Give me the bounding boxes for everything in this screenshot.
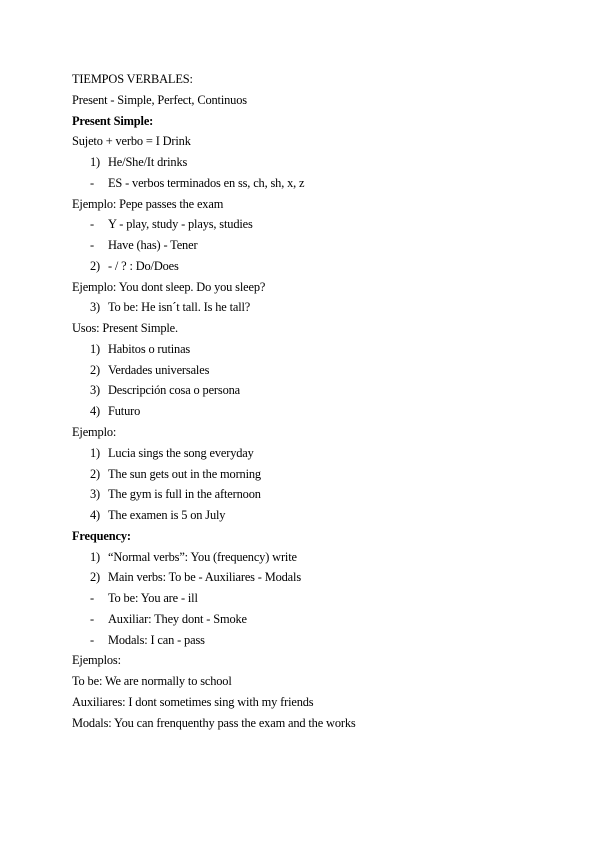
list-item-text: Verdades universales	[108, 362, 210, 377]
list-item-text: Y - play, study - plays, studies	[108, 217, 253, 232]
text-line: Auxiliares: I dont sometimes sing with my friends	[72, 694, 314, 709]
text-line: Present - Simple, Perfect, Continuos	[72, 92, 247, 107]
text-line: Ejemplo: You dont sleep. Do you sleep?	[72, 279, 266, 294]
list-item	[72, 567, 356, 588]
list-item	[72, 401, 356, 422]
list-item-text: Auxiliar: They dont - Smoke	[108, 611, 247, 626]
list-item	[72, 173, 356, 194]
list-item	[72, 547, 356, 568]
list-marker: 2)	[90, 362, 101, 377]
text-line: To be: We are normally to school	[72, 674, 232, 689]
text-line: Modals: You can frenquenthy pass the exam and the works	[72, 715, 356, 730]
section-heading: Present Simple:	[72, 113, 154, 128]
list-item	[72, 484, 356, 505]
list-item	[72, 297, 356, 318]
list-item-text: Main verbs: To be - Auxiliares - Modals	[108, 570, 301, 585]
list-marker: 3)	[90, 300, 101, 315]
list-item	[72, 588, 356, 609]
list-marker: -	[90, 238, 94, 253]
list-item	[72, 214, 356, 235]
list-item	[72, 505, 356, 526]
list-marker: -	[90, 591, 94, 606]
list-marker: 1)	[90, 341, 101, 356]
list-item	[72, 339, 356, 360]
list-marker: 1)	[90, 549, 101, 564]
list-item	[72, 630, 356, 651]
list-item	[72, 256, 356, 277]
list-item	[72, 609, 356, 630]
list-item-text: ES - verbos terminados en ss, ch, sh, x, z	[108, 175, 305, 190]
list-marker: -	[90, 632, 94, 647]
list-item-text: The sun gets out in the morning	[108, 466, 261, 481]
list-marker: -	[90, 217, 94, 232]
list-item-text: Have (has) - Tener	[108, 238, 198, 253]
text-line: TIEMPOS VERBALES:	[72, 72, 193, 86]
section-heading: Frequency:	[72, 528, 131, 543]
text-line: Ejemplos:	[72, 653, 121, 668]
list-marker: -	[90, 175, 94, 190]
list-item	[72, 443, 356, 464]
list-marker: 2)	[90, 466, 101, 481]
list-item-text: “Normal verbs”: You (frequency) write	[108, 549, 297, 564]
list-item-text: Descripción cosa o persona	[108, 383, 241, 398]
list-item-text: Habitos o rutinas	[108, 341, 191, 356]
list-item	[72, 152, 356, 173]
list-item-text: He/She/It drinks	[108, 155, 188, 170]
list-marker: 1)	[90, 445, 101, 460]
list-marker: 1)	[90, 155, 101, 170]
list-marker: 4)	[90, 508, 101, 523]
document-body	[72, 69, 356, 734]
list-marker: 3)	[90, 487, 101, 502]
list-item	[72, 464, 356, 485]
list-item	[72, 235, 356, 256]
list-marker: 3)	[90, 383, 101, 398]
text-line: Sujeto + verbo = I Drink	[72, 134, 191, 149]
text-line: Ejemplo:	[72, 425, 117, 440]
text-line: Ejemplo: Pepe passes the exam	[72, 196, 224, 211]
list-item-text: To be: You are - ill	[108, 591, 198, 606]
list-item-text: The examen is 5 on July	[108, 508, 226, 523]
list-item	[72, 380, 356, 401]
list-marker: -	[90, 611, 94, 626]
list-marker: 4)	[90, 404, 101, 419]
list-item-text: To be: He isn´t tall. Is he tall?	[108, 300, 251, 315]
list-item-text: - / ? : Do/Does	[108, 258, 179, 273]
text-line: Usos: Present Simple.	[72, 321, 178, 336]
list-marker: 2)	[90, 258, 101, 273]
list-item-text: The gym is full in the afternoon	[108, 487, 261, 502]
list-item-text: Lucia sings the song everyday	[108, 445, 254, 460]
list-marker: 2)	[90, 570, 101, 585]
list-item-text: Modals: I can - pass	[108, 632, 205, 647]
list-item-text: Futuro	[108, 404, 141, 419]
list-item	[72, 360, 356, 381]
